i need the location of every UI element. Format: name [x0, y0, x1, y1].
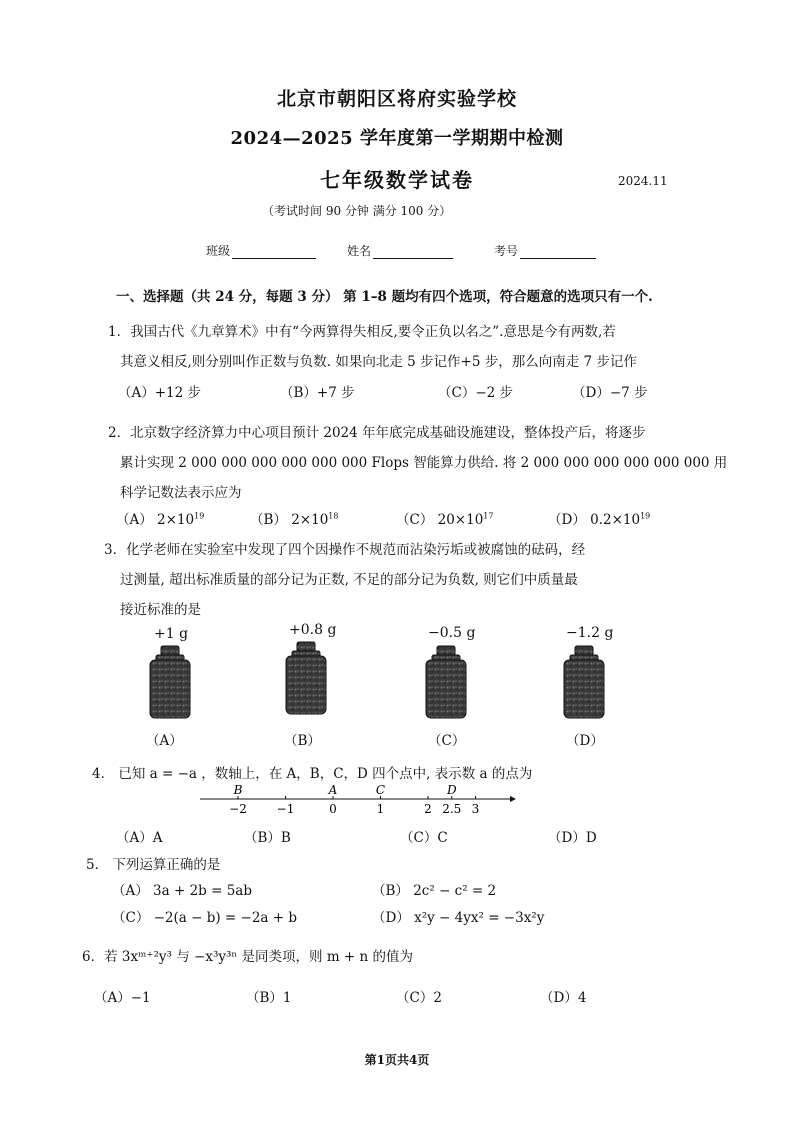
number-line-tick-label: 1 — [376, 802, 385, 816]
term-title: 2024—2025 学年度第一学期期中检测 — [230, 128, 564, 149]
weight-a-image[interactable] — [146, 644, 194, 720]
q6-option-b[interactable]: （B）1 — [246, 990, 292, 1006]
q5-option-b[interactable]: （B） 2c² − c² = 2 — [372, 883, 497, 899]
q2-line3: 科学记数法表示应为 — [120, 485, 242, 501]
q1-option-c[interactable]: （C）−2 步 — [438, 385, 514, 401]
name-blank[interactable] — [373, 244, 453, 259]
number-line-tick-label: 3 — [471, 802, 480, 816]
weight-c-image[interactable] — [422, 644, 470, 720]
weight-b-label: +0.8 g — [289, 622, 337, 638]
number-line-tick-label: 2.5 — [442, 802, 462, 816]
q5-option-a[interactable]: （A） 3a + 2b = 5ab — [112, 883, 252, 899]
q2-option-b[interactable] — [250, 508, 338, 528]
q5-option-c[interactable]: （C） −2(a − b) = −2a + b — [112, 910, 298, 926]
q5-option-d[interactable]: （D） x²y − 4yx² = −3x²y — [372, 910, 545, 926]
q2-option-c-exp: 17 — [483, 511, 494, 521]
q2-line2: 累计实现 2 000 000 000 000 000 000 Flops 智能算力供给. 将 2 000 000 000 000 000 000 用 — [120, 455, 728, 471]
q1-option-d[interactable]: （D）−7 步 — [572, 385, 648, 401]
q3-option-d[interactable]: （D） — [566, 733, 604, 749]
q4-option-d[interactable]: （D）D — [548, 830, 597, 846]
q4-stem: 4． 已知 a = −a ，数轴上，在 A，B，C，D 四个点中, 表示数 a 的点为 — [92, 766, 533, 782]
q2-option-a[interactable] — [116, 508, 204, 528]
school-name: 北京市朝阳区将府实验学校 — [276, 88, 517, 110]
q1-option-b[interactable]: （B）+7 步 — [280, 385, 355, 401]
q1-line2: 其意义相反,则分别叫作正数与负数. 如果向北走 5 步记作+5 步，那么向南走 7 步记作 — [120, 354, 637, 370]
q6-option-c[interactable]: （C）2 — [396, 990, 442, 1006]
q6-option-d[interactable]: （D）4 — [540, 990, 587, 1006]
number-field[interactable] — [494, 242, 596, 259]
q4-option-a[interactable]: （A）A — [116, 830, 163, 846]
q2-option-d-text: （D） 0.2×10 — [548, 512, 641, 528]
q5-stem: 5． 下列运算正确的是 — [86, 857, 221, 873]
class-field[interactable] — [206, 242, 316, 259]
number-line-tick-label: 2 — [424, 802, 432, 816]
q2-line1: 2．北京数字经济算力中心项目预计 2024 年年底完成基础设施建设，整体投产后，将逐步 — [108, 425, 646, 441]
weight-a-label: +1 g — [154, 626, 189, 642]
class-blank[interactable] — [232, 244, 316, 259]
q4-option-c[interactable]: （C）C — [400, 830, 448, 846]
q6-stem: 6．若 3xᵐ⁺²y³ 与 −x³y³ⁿ 是同类项，则 m + n 的值为 — [82, 949, 414, 965]
q3-option-b[interactable]: （B） — [284, 733, 321, 749]
weight-c-label: −0.5 g — [428, 625, 476, 641]
q2-option-b-text: （B） 2×10 — [250, 512, 329, 528]
page-footer: 第1页共4页 — [364, 1053, 430, 1067]
number-blank[interactable] — [520, 244, 596, 259]
q1-option-a[interactable]: （A）+12 步 — [118, 385, 202, 401]
q3-line1: 3．化学老师在实验室中发现了四个因操作不规范而沾染污垢或被腐蚀的砝码，经 — [104, 542, 586, 558]
name-field[interactable] — [347, 242, 453, 259]
number-label: 考号 — [494, 244, 519, 258]
q2-option-c[interactable] — [396, 508, 493, 528]
exam-info: （考试时间 90 分钟 满分 100 分） — [262, 204, 452, 218]
weight-d-image[interactable] — [560, 644, 608, 720]
q2-option-a-exp: 19 — [194, 511, 205, 521]
number-line-point-C: C — [375, 783, 386, 797]
page-title: 七年级数学试卷 — [320, 168, 474, 192]
exam-date: 2024.11 — [618, 174, 668, 188]
q2-option-d-exp: 19 — [640, 511, 651, 521]
q3-line3: 接近标准的是 — [120, 602, 201, 618]
number-line — [196, 778, 516, 818]
q1-line1: 1．我国古代《九章算术》中有“今两算得失相反,要令正负以名之”.意思是今有两数,若 — [108, 324, 616, 340]
q2-option-c-text: （C） 20×10 — [396, 512, 484, 528]
number-line-tick-label: 0 — [329, 802, 337, 816]
class-label: 班级 — [206, 244, 231, 258]
q4-option-b[interactable]: （B）B — [244, 830, 291, 846]
number-line-point-D: D — [446, 783, 457, 797]
number-line-tick-label: −1 — [276, 802, 295, 816]
q3-option-a[interactable]: （A） — [146, 733, 183, 749]
number-line-tick-label: −2 — [229, 802, 247, 816]
q2-option-b-exp: 18 — [328, 511, 339, 521]
number-line-point-A: A — [328, 783, 338, 797]
number-line-point-B: B — [233, 783, 243, 797]
number-line-arrow — [510, 796, 516, 802]
q6-option-a[interactable]: （A）−1 — [94, 990, 151, 1006]
weight-d-label: −1.2 g — [566, 625, 614, 641]
name-label: 姓名 — [347, 244, 372, 258]
q2-option-d[interactable] — [548, 508, 650, 528]
q2-option-a-text: （A） 2×10 — [116, 512, 195, 528]
section-heading: 一、选择题（共 24 分，每题 3 分） 第 1–8 题均有四个选项，符合题意的选项只有一个. — [116, 289, 653, 305]
q3-option-c[interactable]: （C） — [428, 733, 466, 749]
q3-line2: 过测量, 超出标准质量的部分记为正数, 不足的部分记为负数, 则它们中质量最 — [120, 572, 578, 588]
weight-b-image[interactable] — [282, 640, 330, 716]
